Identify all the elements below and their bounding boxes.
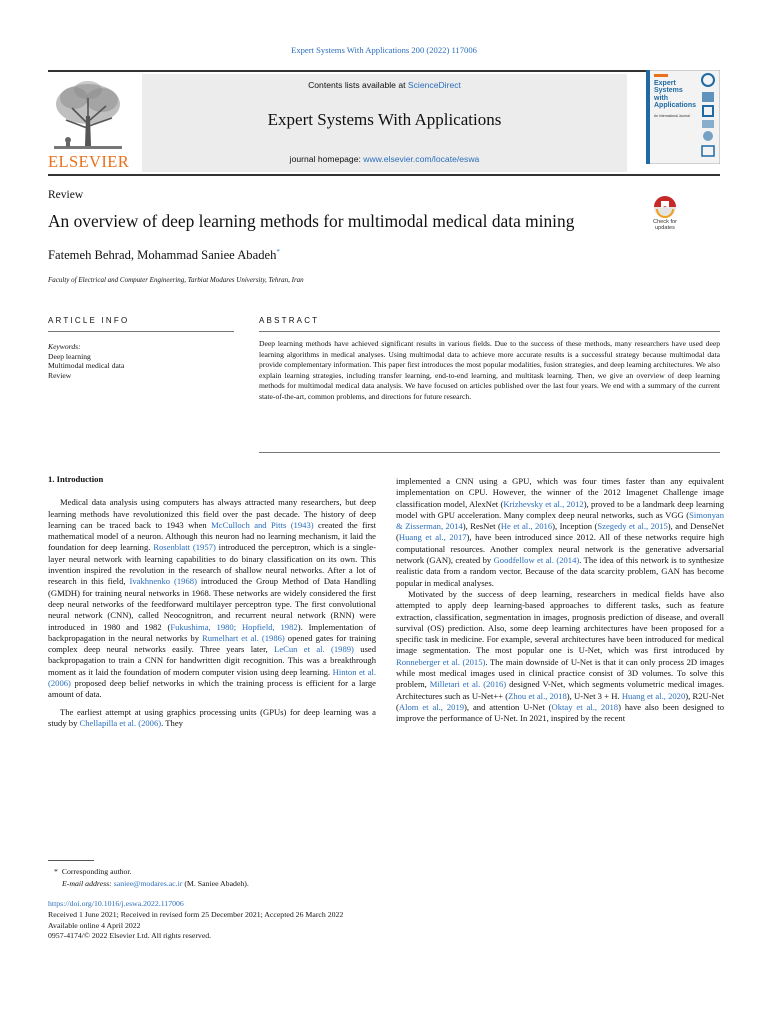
paragraph-text: ), U-Net 3 + H.	[566, 690, 622, 701]
paragraph-text: ), and DenseNet (	[396, 521, 725, 543]
citation-link[interactable]: Ivakhnenko (1968)	[129, 576, 197, 587]
journal-title: Expert Systems With Applications	[267, 110, 502, 129]
citation-link[interactable]: He et al., 2016	[500, 521, 553, 532]
paragraph-text: Medical data analysis using computers has always attracted many researchers, but deep learning methods have revolutionized this field over the past decade. The history of deep learning can be traced back to 1943 when	[48, 497, 376, 530]
contents-line	[142, 80, 627, 90]
elsevier-wordmark: ELSEVIER	[48, 152, 130, 171]
citation-link[interactable]: Oktay et al., 2018	[551, 701, 619, 712]
footnote	[48, 866, 249, 890]
citation-link[interactable]: Milletari et al. (2016)	[429, 679, 507, 690]
citation-link[interactable]: Alom et al., 2019	[398, 701, 465, 712]
citation-link[interactable]: Ronneberger et al. (2015)	[396, 656, 486, 667]
divider	[259, 331, 720, 332]
keyword: Review	[48, 370, 72, 380]
paragraph	[396, 476, 724, 589]
paragraph-text: used backpropagation to train a CNN for handwritten digit recognition. This was a breakthrough moment as it laid the foundation of modern computer vision using deep learning.	[48, 644, 376, 677]
received-dates: Received 1 June 2021; Received in revised form 25 December 2021; Accepted 26 March 2022	[48, 909, 344, 919]
citation-link[interactable]: Chellapilla et al. (2006)	[79, 717, 162, 728]
cover-title-line: Expert	[654, 80, 676, 87]
paragraph-text: ), proved to be a landmark deep learning model with GPU acceleration. Many complex deep neural networks, such as VGG (	[396, 498, 724, 520]
paragraph-text: ), Inception (	[552, 521, 598, 532]
paragraph-text: created the first mathematical model of a neuron. Although this neuron had no learning mechanism, it laid the foundation for deep learning.	[48, 519, 376, 553]
abstract-heading: ABSTRACT	[259, 316, 320, 325]
homepage-prefix: journal homepage:	[289, 154, 364, 164]
paragraph-text: . The idea of this network is to synthesize realistic data from a random vector. Because of the data scarcity problem, GAN has become popular in medical analyses.	[396, 555, 724, 588]
masthead-top-rule	[48, 70, 720, 72]
author-list	[48, 248, 280, 263]
paragraph	[396, 589, 724, 725]
citation-link[interactable]: Szegedy et al., 2015	[597, 521, 668, 532]
footnote-mark: *	[54, 867, 58, 876]
divider	[259, 452, 720, 453]
paragraph-text: implemented a CNN using a GPU, which was four times faster than any equivalent implementation on CPU. However, the winner of the 2012 Imagenet Challenge image classification model, AlexNet (	[396, 476, 724, 509]
elsevier-logo[interactable]	[48, 76, 128, 170]
cover-title	[654, 80, 698, 110]
citation-link[interactable]: Huang et al., 2017	[398, 532, 467, 543]
citation-link[interactable]: Krizhevsky et al., 2012	[503, 498, 584, 509]
email-link[interactable]: saniee@modares.ac.ir	[113, 879, 183, 888]
running-head[interactable]: Expert Systems With Applications 200 (2022) 117006	[291, 45, 477, 55]
cover-title-line: Applications	[654, 102, 697, 110]
cover-title-line: with	[654, 94, 668, 102]
article-title: An overview of deep learning methods for multimodal medical data mining	[48, 211, 575, 231]
journal-cover-thumbnail[interactable]	[646, 70, 720, 164]
citation-link[interactable]: Rosenblatt (1957)	[153, 542, 216, 553]
front-matter	[48, 899, 343, 942]
footnote-corresponding-text: Corresponding author.	[61, 867, 132, 876]
paragraph-text: designed V-Net, which segments volumetric medical images. Architectures such as U-Net++ (	[396, 679, 725, 701]
keyword: Multimodal medical data	[48, 361, 125, 371]
citation-link[interactable]: Zhou et al., 2018	[508, 690, 567, 701]
citation-link[interactable]: Rumelhart et al. (1986)	[202, 632, 285, 643]
cover-title-line: Systems	[654, 87, 683, 95]
email-label: E-mail address:	[62, 879, 112, 888]
paragraph	[48, 707, 376, 730]
homepage-line	[142, 154, 627, 164]
footnote-corresponding	[48, 866, 249, 878]
article-info-heading: ARTICLE INFO	[48, 316, 130, 325]
check-for-updates-icon	[647, 195, 683, 219]
paragraph-text: opened gates for training complex deep neural networks easily. Three years later,	[48, 632, 377, 655]
homepage-link[interactable]: www.elsevier.com/locate/eswa	[363, 154, 480, 164]
corresponding-author-mark[interactable]: *	[276, 248, 280, 256]
copyright: 0957-4174/© 2022 Elsevier Ltd. All rights reserved.	[48, 931, 212, 941]
article-type: Review	[48, 189, 84, 201]
body-column-right	[396, 476, 724, 725]
available-online: Available online 4 April 2022	[48, 920, 141, 930]
cover-subtitle: An International Journal	[654, 114, 690, 118]
citation-link[interactable]: Simonyan & Zisserman, 2014	[396, 509, 724, 532]
sciencedirect-link[interactable]: ScienceDirect	[407, 80, 461, 90]
paragraph-text: introduced the Group Method of Data Handling (GMDH) for training neural networks in 1968. These networks are widely considered the first deep neural networks of the feedforward multilayer perceptron type. The first convolutional neural network (CNN), called Neocognitron, and recurrent neural network (RNN) were introduced in 1980 and 1982 (	[48, 576, 376, 632]
paragraph-text: . The main downside of U-Net is that it can only process 2D images while most medical images used in clinical practice consist of 3D volumes. To solve this problem,	[396, 656, 724, 690]
keywords-label: Keywords:	[48, 342, 81, 351]
footnote-email-line	[48, 878, 249, 890]
footnote-rule	[48, 860, 94, 861]
citation-link[interactable]: Fukushima, 1980; Hopfield, 1982	[170, 621, 298, 632]
paragraph-text: . They	[161, 717, 183, 728]
citation-link[interactable]: Huang et al., 2020	[621, 690, 686, 701]
paragraph-text: The earliest attempt at using graphics processing units (GPUs) for deep learning was a study by	[48, 706, 376, 728]
paragraph-text: Motivated by the success of deep learning, researchers in medical fields have also attempted to apply deep learning-based approaches to different tasks, such as feature extraction, classification, segmentation in images, prognosis prediction of disease, and overall survival (OS) prediction. Also, some deep learning architectures have been proposed for a specific task in medicine. For example, several architectures have been introduced for medical image segmentation. The most popular one is U-Net, which was first introduced by	[396, 588, 724, 656]
keywords-block	[48, 342, 124, 380]
abstract-text: Deep learning methods have achieved significant results in various fields. Due to the success of these methods, many researchers have used deep learning algorithms in medical analyses. Using multimodal data to achieve more accurate results is a successful strategy because multimodal data provide complementary information. This paper first introduces the most popular modalities, fusion strategies, and deep learning architectures. We also explain learning strategies, including transfer learning, end-to-end learning, and multitask learning. Then, we give an overview of deep learning methods for multimodal medical data analysis. We have focused on articles published over the last four years. We end with a summary of the current state-of-the-art, common problems, and directions for future research.	[259, 339, 720, 401]
citation-link[interactable]: Goodfellow et al. (2014)	[493, 555, 580, 566]
doi-link[interactable]: https://doi.org/10.1016/j.eswa.2022.117006	[48, 899, 184, 908]
contents-prefix: Contents lists available at	[308, 80, 408, 90]
affiliation: Faculty of Electrical and Computer Engineering, Tarbiat Modares University, Tehran, Iran	[48, 276, 304, 284]
section-heading: 1. Introduction	[48, 474, 104, 484]
check-label: updates	[655, 225, 675, 232]
paragraph-text: ), have been introduced since 2012. All of these networks require high computational resources. Another complex neural network is the generative adversarial network (GAN), created by	[396, 532, 724, 566]
paragraph-text: ), R2U-Net (	[396, 690, 725, 712]
paragraph-text: ), and attention U-Net (	[464, 701, 552, 712]
check-label: Check for	[653, 219, 677, 225]
check-for-updates-badge[interactable]	[647, 195, 683, 235]
paragraph-text: proposed deep belief networks in which the training process is efficient for a large amount of data.	[48, 678, 376, 700]
keyword: Deep learning	[48, 351, 91, 361]
citation-link[interactable]: Hinton et al. (2006)	[48, 666, 376, 689]
journal-info-box	[142, 74, 627, 172]
citation-link[interactable]: LeCun et al. (1989)	[274, 644, 354, 655]
paragraph-text: ). Implementation of backpropagation in the neural networks by	[48, 621, 376, 643]
authors-text: Fatemeh Behrad, Mohammad Saniee Abadeh	[48, 248, 277, 263]
masthead-bottom-rule	[48, 174, 720, 176]
paragraph-text: ) have also been designed to improve the performance of U-Net. In 2021, inspired by the recent	[396, 701, 724, 724]
paragraph-text: introduced the perceptron, which is a single-layer neural network with learning capabilities to do binary classification on its own. This invention inspired the revolution in the research of shallow neural networks. After a lot of research in this field,	[48, 542, 376, 587]
email-suffix: (M. Saniee Abadeh).	[182, 879, 249, 888]
journal-masthead	[48, 70, 720, 176]
citation-link[interactable]: McCulloch and Pitts (1943)	[211, 519, 314, 530]
paragraph	[48, 497, 376, 700]
divider	[48, 331, 234, 332]
paragraph-text: ), ResNet (	[462, 521, 501, 532]
body-column-left	[48, 474, 376, 729]
